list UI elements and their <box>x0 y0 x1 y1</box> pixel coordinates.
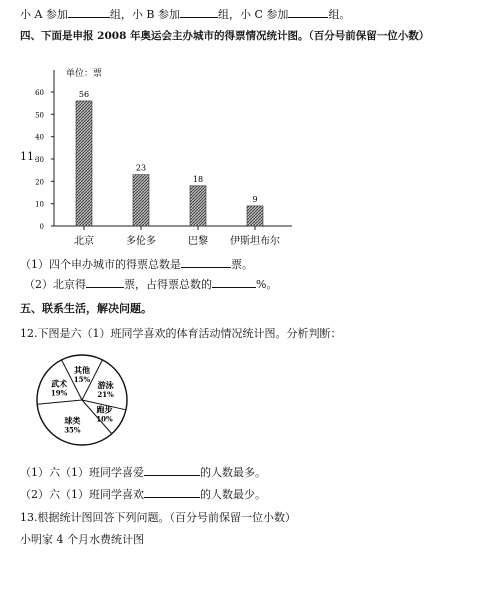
pie-slice-percent: 21% <box>97 389 114 399</box>
top-text-a: 小 A 参加 <box>20 8 68 21</box>
pie-slice-percent: 15% <box>73 374 91 384</box>
pie-slice-label: 武术 <box>51 378 68 389</box>
x-tick-label: 巴黎 <box>188 236 208 247</box>
q11-1-text: （1）四个申办城市的得票总数是 <box>20 258 181 271</box>
pie-slice-percent: 35% <box>64 425 81 435</box>
y-tick-label: 40 <box>35 133 44 142</box>
x-tick-label: 伊斯坦布尔 <box>230 236 280 247</box>
q12-2-end: 的人数最少。 <box>200 488 266 501</box>
q13-caption: 小明家 4 个月水费统计图 <box>20 533 144 546</box>
bar <box>190 186 206 226</box>
q12-2-blank[interactable] <box>144 487 200 498</box>
pie-slice-label: 球类 <box>64 415 81 426</box>
q12-1-blank[interactable] <box>144 465 200 476</box>
bar-value-label: 18 <box>192 174 204 184</box>
top-fill-line <box>20 6 350 22</box>
q11-1-end: 票。 <box>231 258 253 271</box>
y-tick-label: 50 <box>35 111 44 120</box>
q12-2-text: （2）六（1）班同学喜欢 <box>20 488 144 501</box>
y-tick-label: 20 <box>35 178 44 187</box>
y-tick-label: 0 <box>39 223 44 231</box>
answer-blank-b[interactable] <box>180 7 218 18</box>
q11-1 <box>20 256 253 272</box>
x-tick-label: 北京 <box>74 236 94 247</box>
bar-value-label: 56 <box>78 89 90 99</box>
answer-blank-c[interactable] <box>288 7 328 18</box>
top-text-d: 组。 <box>328 8 351 21</box>
q12-1 <box>20 464 266 480</box>
y-tick-label: 30 <box>35 156 44 164</box>
q11-number: 11. <box>20 150 38 163</box>
pie-slice-label: 游泳 <box>97 379 114 390</box>
top-text-b: 组，小 B 参加 <box>109 8 181 21</box>
q13-text: 13.根据统计图回答下列问题。（百分号前保留一位小数） <box>20 511 296 524</box>
q11-2-blank-a[interactable] <box>86 277 124 288</box>
bar <box>247 206 263 226</box>
bar-value-label: 9 <box>252 194 258 204</box>
section4-title: 四、下面是申报 2008 年奥运会主办城市的得票情况统计图。（百分号前保留一位小数） <box>20 30 430 42</box>
pie-chart <box>34 352 130 448</box>
section5-title: 五、联系生活，解决问题。 <box>20 302 152 315</box>
y-tick-label: 10 <box>35 200 44 209</box>
answer-blank-a[interactable] <box>68 7 110 18</box>
q12-1-end: 的人数最多。 <box>200 466 266 479</box>
chart-unit-label: 单位：票 <box>66 69 103 79</box>
pie-slice-label: 其他 <box>74 364 90 375</box>
x-tick-label: 多伦多 <box>126 236 156 247</box>
pie-slice-percent: 10% <box>96 414 113 424</box>
q12-text: 12.下图是六（1）班同学喜欢的体育活动情况统计图。分析判断： <box>20 327 342 340</box>
y-tick-label: 60 <box>35 89 44 97</box>
pie-slice-label: 跑步 <box>96 404 113 415</box>
q12-2 <box>20 486 266 502</box>
bar-value-label: 23 <box>135 163 147 173</box>
q11-2-mid: 票，占得票总数的 <box>124 278 212 291</box>
q11-2 <box>24 276 277 292</box>
q11-1-blank[interactable] <box>181 257 231 268</box>
bar <box>133 175 149 226</box>
bar <box>76 101 92 226</box>
pie-slice-percent: 19% <box>50 388 68 398</box>
q12-1-text: （1）六（1）班同学喜爱 <box>20 466 144 479</box>
bar-chart <box>30 62 300 252</box>
q11-2-text: （2）北京得 <box>24 278 86 291</box>
q11-2-blank-b[interactable] <box>212 277 256 288</box>
q11-2-end: %。 <box>256 278 278 291</box>
top-text-c: 组，小 C 参加 <box>218 8 289 21</box>
